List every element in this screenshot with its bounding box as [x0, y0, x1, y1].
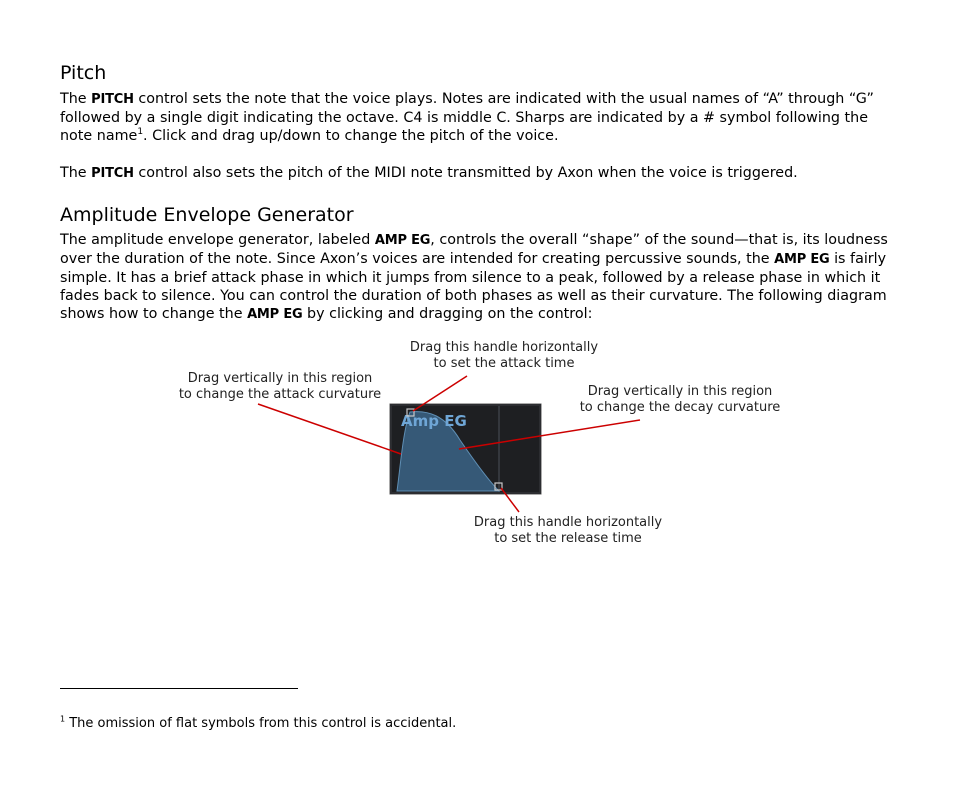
- callout-release-time: Drag this handle horizontally to set the release time: [473, 515, 663, 546]
- pitch-heading: Pitch: [60, 62, 107, 84]
- amp-eg-heading: Amplitude Envelope Generator: [60, 204, 354, 226]
- leader-attack-curvature: [258, 404, 401, 454]
- footnote: $^1$ The omission of flat symbols from this control is accidental.: [60, 714, 457, 731]
- pitch-paragraph-2: The PITCH control also sets the pitch of the MIDI note transmitted by Axon when the voice is triggered.: [60, 165, 798, 181]
- pitch-paragraph-1: The PITCH control sets the note that the voice plays. Notes are indicated with the usual names of “A” through “G” followed by a single digit indicating the octave. C4 is middle C. Sharps are indicated by a # symbol following the note name$^1$. Click and drag up/down to change the pitch of the voice.: [60, 91, 874, 144]
- pitch-control-name: PITCH: [91, 166, 134, 181]
- amp-eg-paragraph: The amplitude envelope generator, labeled AMP EG, controls the overall “shape” of the sound—that is, its loudness over the duration of the note. Since Axon’s voices are intended for creating percussive sounds, the AMP EG is fairly simple. It has a brief attack phase in which it jumps from silence to a peak, followed by a release phase in which it fades back to silence. You can control the duration of both phases as well as their curvature. The following diagram shows how to change the AMP EG by clicking and dragging on the control:: [60, 232, 888, 322]
- callout-attack-time: Drag this handle horizontally to set the attack time: [409, 340, 599, 371]
- pitch-control-name: PITCH: [91, 92, 134, 107]
- callout-attack-curvature: Drag vertically in this region to change the attack curvature: [178, 371, 382, 402]
- amp-eg-control-name: AMP EG: [374, 233, 431, 248]
- footnote-separator: [60, 688, 298, 689]
- footnote-reference[interactable]: 1: [137, 127, 144, 138]
- amp-eg-control-name: AMP EG: [774, 252, 830, 267]
- amp-eg-control-name: AMP EG: [247, 307, 303, 322]
- amp-eg-widget[interactable]: [390, 404, 541, 494]
- callout-decay-curvature: Drag vertically in this region to change the decay curvature: [579, 384, 781, 415]
- widget-label: Amp EG: [401, 412, 467, 430]
- footnote-mark: 1: [60, 714, 66, 724]
